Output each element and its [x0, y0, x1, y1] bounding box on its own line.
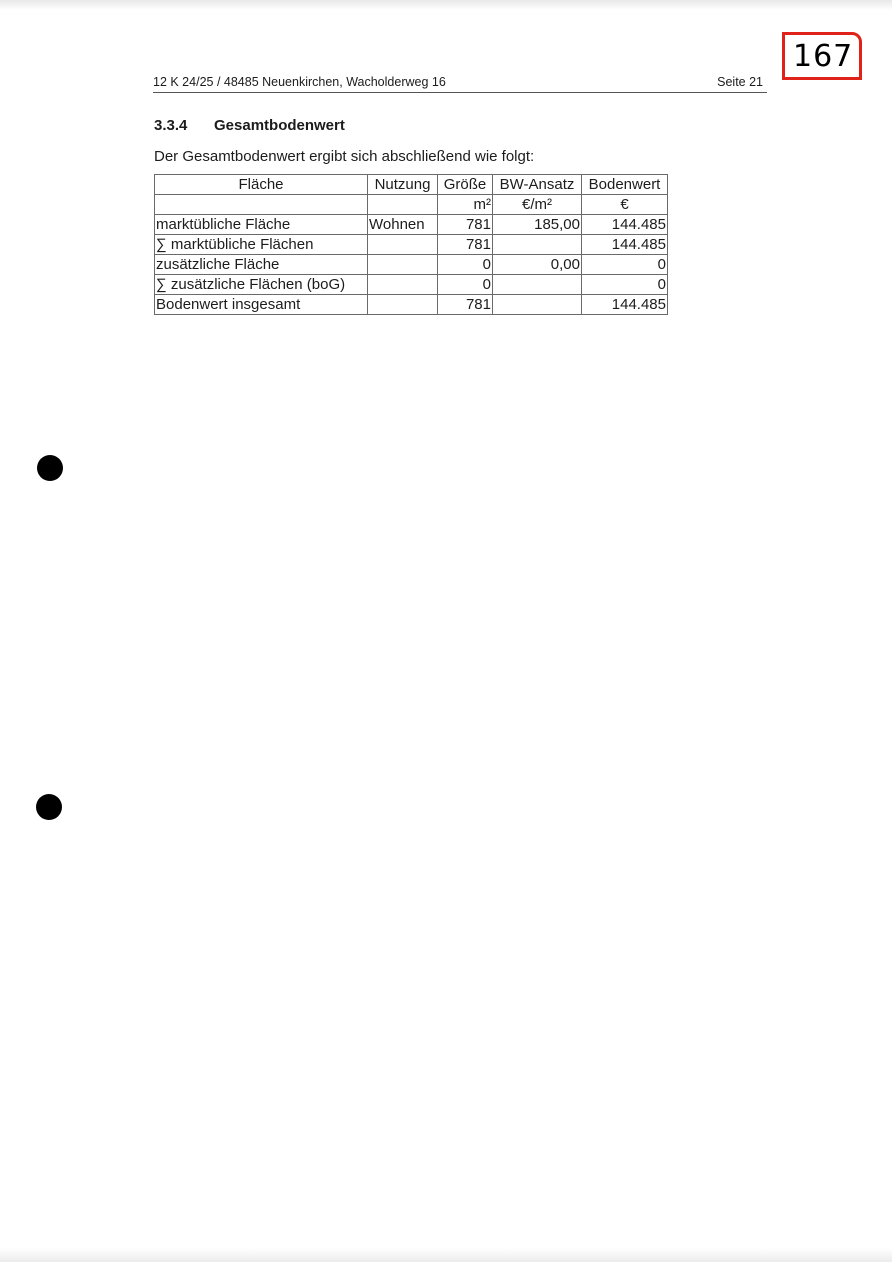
table-cell — [493, 275, 582, 295]
table-cell: marktübliche Fläche — [155, 215, 368, 235]
page-label: Seite 21 — [717, 75, 763, 89]
table-cell — [368, 255, 438, 275]
table-row — [155, 275, 668, 295]
unit-cell: €/m² — [493, 195, 582, 215]
header-cell-nutzung: Nutzung — [368, 175, 438, 195]
table-cell: Bodenwert insgesamt — [155, 295, 368, 315]
unit-cell — [368, 195, 438, 215]
table-header-row — [155, 175, 668, 195]
page-number-stamp — [782, 32, 862, 80]
punch-hole-upper — [37, 455, 63, 481]
table-cell: 0,00 — [493, 255, 582, 275]
table-unit-row — [155, 195, 668, 215]
header-cell-bodenwert: Bodenwert — [582, 175, 668, 195]
scan-edge-bottom — [0, 1248, 892, 1262]
land-value-table — [154, 174, 668, 315]
table-cell: 0 — [582, 255, 668, 275]
table-cell: 144.485 — [582, 235, 668, 255]
table-cell: 781 — [438, 235, 493, 255]
punch-hole-lower — [36, 794, 62, 820]
section-number: 3.3.4 — [154, 117, 188, 134]
intro-paragraph: Der Gesamtbodenwert ergibt sich abschließend wie folgt: — [154, 148, 535, 165]
table-cell — [368, 295, 438, 315]
case-reference: 12 K 24/25 / 48485 Neuenkirchen, Wacholderweg 16 — [153, 75, 446, 89]
table-total-row — [155, 295, 668, 315]
page-number-stamp-value: 167 — [793, 39, 854, 74]
table-cell: 0 — [438, 275, 493, 295]
table-cell: 185,00 — [493, 215, 582, 235]
table-cell — [493, 295, 582, 315]
table-cell: 781 — [438, 215, 493, 235]
table-cell — [368, 235, 438, 255]
table-cell: ∑ marktübliche Flächen — [155, 235, 368, 255]
section-title: Gesamtbodenwert — [214, 117, 345, 134]
table-row — [155, 235, 668, 255]
header-cell-flaeche: Fläche — [155, 175, 368, 195]
header-cell-bw-ansatz: BW-Ansatz — [493, 175, 582, 195]
page-header — [153, 74, 767, 93]
unit-cell — [155, 195, 368, 215]
section-heading — [154, 117, 345, 134]
table-cell: 144.485 — [582, 215, 668, 235]
table-cell: 144.485 — [582, 295, 668, 315]
table-cell: 0 — [582, 275, 668, 295]
table-cell: ∑ zusätzliche Flächen (boG) — [155, 275, 368, 295]
table-cell: 0 — [438, 255, 493, 275]
table-cell: zusätzliche Fläche — [155, 255, 368, 275]
unit-cell: € — [582, 195, 668, 215]
table-row — [155, 215, 668, 235]
scan-edge-top — [0, 0, 892, 10]
unit-cell: m² — [438, 195, 493, 215]
table-cell: Wohnen — [368, 215, 438, 235]
table-cell — [493, 235, 582, 255]
header-cell-groesse: Größe — [438, 175, 493, 195]
table-cell: 781 — [438, 295, 493, 315]
table-row — [155, 255, 668, 275]
table-cell — [368, 275, 438, 295]
